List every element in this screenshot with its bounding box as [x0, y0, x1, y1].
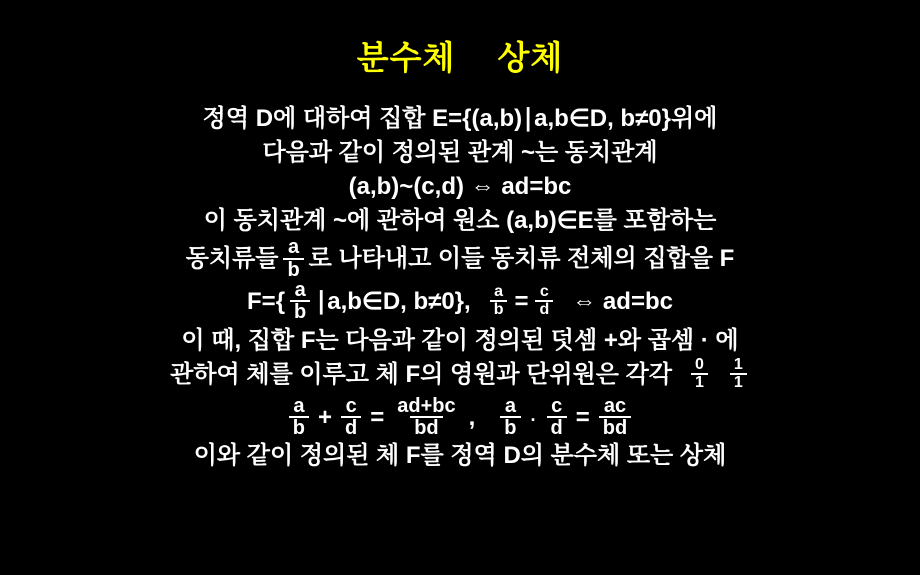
body-line-6-prefix: F={ [247, 288, 286, 316]
equals-sign: = [514, 288, 529, 316]
body-line-8-text: 관하여 체를 이루고 체 F의 영원과 단위원은 각각 [170, 360, 673, 388]
page-title-right: 상체 [497, 39, 564, 76]
body-line-2: 다음과 같이 정의된 관계 ~는 동치관계 [262, 139, 658, 167]
fraction-c-over-d-sum [341, 396, 361, 439]
fraction-denominator: b [290, 300, 310, 322]
fraction-denominator: b [289, 416, 309, 438]
comma-separator: , [468, 403, 476, 431]
body-line-5-suffix: 로 나타내고 이들 동치류 전체의 집합을 F [308, 245, 735, 273]
body-line-6-suffix: ⇔ ad=bc [572, 288, 673, 316]
slide-body [0, 102, 920, 473]
fraction-denominator: bd [410, 416, 442, 438]
body-line-3: (a,b)~(c,d) ⇔ ad=bc [348, 173, 572, 201]
fraction-denominator: b [490, 300, 508, 318]
fraction-a-over-b-eq [490, 284, 508, 319]
equals-sign-sum: = [370, 403, 385, 431]
fraction-zero-over-one [691, 357, 708, 392]
body-line-5-prefix: 동치류들 [185, 245, 279, 273]
fraction-a-over-b-product [500, 396, 520, 439]
body-line-6-condition: ∣a,b∈D, b≠0}, [315, 288, 471, 316]
fraction-numerator: a [504, 394, 516, 417]
fraction-denominator: d [341, 416, 361, 438]
fraction-numerator: ac [603, 394, 627, 417]
fraction-denominator: 1 [730, 373, 747, 391]
fraction-numerator: a [288, 236, 300, 259]
page-title [0, 32, 920, 79]
body-line-10: 이와 같이 정의된 체 F를 정역 D의 분수체 또는 상체 [193, 442, 727, 470]
fraction-numerator: 0 [695, 355, 704, 373]
fraction-numerator: a [293, 394, 305, 417]
body-line-5 [0, 238, 920, 281]
fraction-denominator: d [535, 300, 553, 318]
body-line-1: 정역 D에 대하여 집합 E={(a,b)∣a,b∈D, b≠0}위에 [202, 105, 718, 132]
body-line-6 [0, 281, 920, 324]
plus-sign: + [318, 403, 333, 431]
fraction-numerator: a [494, 283, 504, 301]
fraction-c-over-d-eq [535, 284, 553, 319]
fraction-numerator: c [345, 394, 357, 417]
fraction-sum-result [393, 396, 459, 439]
fraction-numerator: c [539, 283, 549, 301]
body-line-8 [0, 355, 920, 393]
fraction-numerator: c [551, 394, 563, 417]
fraction-denominator: b [283, 258, 303, 280]
fraction-c-over-d-product [547, 396, 567, 439]
fraction-a-over-b [283, 237, 303, 280]
body-line-4: 이 동치관계 ~에 관하여 원소 (a,b)∈E를 포함하는 [203, 207, 717, 235]
multiplication-dot: · [530, 409, 537, 430]
fraction-numerator: 1 [733, 355, 743, 373]
fraction-numerator: a [294, 279, 306, 302]
fraction-denominator: b [500, 416, 520, 438]
equals-sign-product: = [575, 403, 590, 431]
page-title-left: 분수체 [356, 39, 456, 76]
body-line-7: 이 때, 집합 F는 다음과 같이 정의된 덧셈 +와 곱셈 · 에 [181, 326, 739, 354]
body-line-9-formulas [0, 393, 920, 440]
fraction-one-over-one [730, 357, 747, 392]
fraction-denominator: d [547, 416, 567, 438]
fraction-product-result [599, 396, 631, 439]
fraction-a-over-b-set [290, 280, 310, 323]
fraction-numerator: ad+bc [397, 394, 456, 417]
fraction-a-over-b-sum [289, 396, 309, 439]
fraction-denominator: bd [599, 416, 631, 438]
fraction-denominator: 1 [691, 373, 708, 391]
